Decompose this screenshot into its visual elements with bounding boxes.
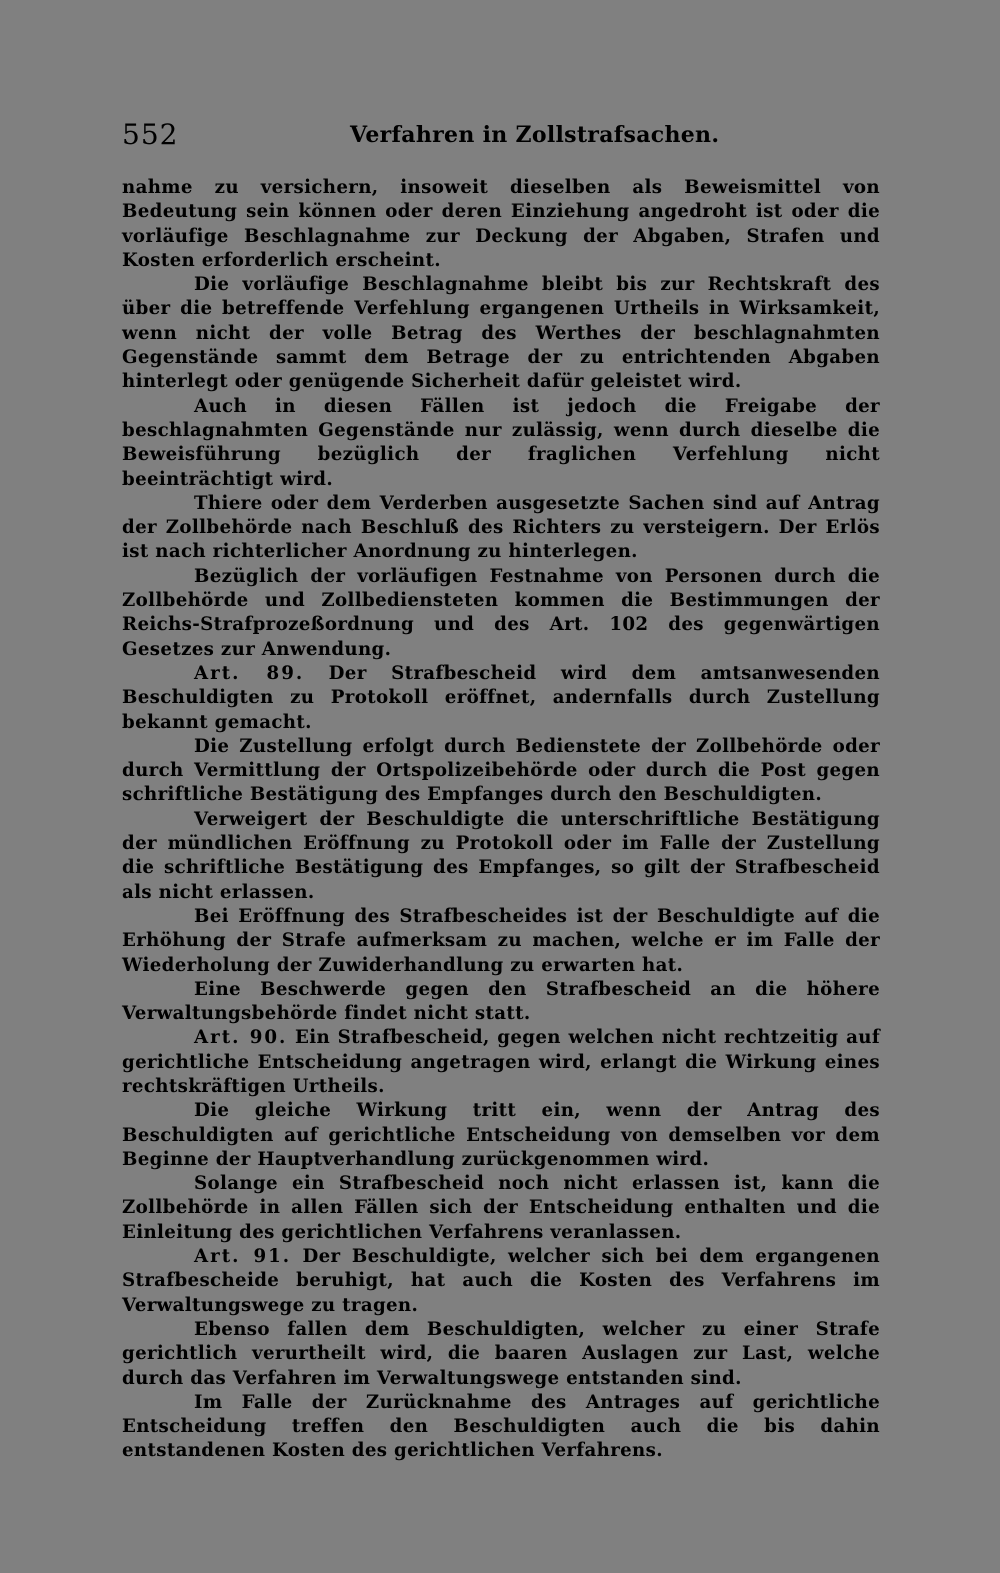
paragraph-text: Ebenso fallen dem Beschuldigten, welcher zu einer Strafe gerichtlich verurtheilt wird, die baaren Auslagen zur Last, welche durch das Verfahren im Verwaltungswege entstanden sind. [122,1318,880,1389]
paragraph [122,492,880,565]
paragraph-text: Die vorläufige Beschlagnahme bleibt bis zur Rechtskraft des über die betreffende Verfehlung ergangenen Urtheils in Wirksamkeit, wenn nicht der volle Betrag des Werthes der beschlagnahmten Gegenstände sammt dem Betrage der zu entrichtenden Abgaben hinterlegt oder genügende Sicherheit dafür geleistet wird. [122,274,880,393]
article-label: Art. 90. [194,1027,288,1049]
document-body [122,176,880,1464]
paragraph-text: Bei Eröffnung des Strafbescheides ist der Beschuldigte auf die Erhöhung der Strafe aufmerksam zu machen, welche er im Falle der Wiederholung der Zuwiderhandlung zu erwarten hat. [122,905,880,976]
paragraph [122,808,880,905]
document-page [122,118,880,1464]
paragraph-text: Der Strafbescheid wird dem amtsanwesenden Beschuldigten zu Protokoll eröffnet, andernfalls durch Zustellung bekannt gemacht. [122,662,880,733]
paragraph-text: Auch in diesen Fällen ist jedoch die Freigabe der beschlagnahmten Gegenstände nur zulässig, wenn durch dieselbe die Beweisführung bezüglich der fraglichen Verfehlung nicht beeinträchtigt wird. [122,395,880,490]
paragraph-text: Eine Beschwerde gegen den Strafbescheid an die höhere Verwaltungsbehörde findet nicht statt. [122,978,880,1025]
page-number: 552 [122,118,179,151]
paragraph [122,273,880,394]
paragraph [122,735,880,808]
paragraph-text: Der Beschuldigte, welcher sich bei dem ergangenen Strafbescheide beruhigt, hat auch die Kosten des Verfahrens im Verwaltungswege zu tragen. [122,1246,880,1316]
paragraph-text: Thiere oder dem Verderben ausgesetzte Sachen sind auf Antrag der Zollbehörde nach Beschluß des Richters zu versteigern. Der Erlös ist nach richterlicher Anordnung zu hinterlegen. [122,492,880,563]
paragraph-text: Im Falle der Zurücknahme des Antrages auf gerichtliche Entscheidung treffen den Beschuldigten auch die bis dahin entstandenen Kosten des gerichtlichen Verfahrens. [122,1391,880,1462]
paragraph [122,1391,880,1464]
article-label: Art. 91. [194,1246,292,1268]
paragraph-text: nahme zu versichern, insoweit dieselben als Beweismittel von Bedeutung sein können oder deren Einziehung angedroht ist oder die vorläufige Beschlagnahme zur Deckung der Abgaben, Strafen und Kosten erforderlich erscheint. [122,177,880,271]
article-label: Art. 89. [194,662,305,684]
paragraph [122,1099,880,1172]
paragraph [122,978,880,1027]
paragraph [122,1245,880,1318]
paragraph-text: Die gleiche Wirkung tritt ein, wenn der Antrag des Beschuldigten auf gerichtliche Entscheidung von demselben vor dem Beginne der Hauptverhandlung zurückgenommen wird. [122,1100,880,1170]
paragraph-text: Ein Strafbescheid, gegen welchen nicht rechtzeitig auf gerichtliche Entscheidung angetragen wird, erlangt die Wirkung eines rechtskräftigen Urtheils. [122,1027,881,1097]
paragraph [122,1026,880,1099]
paragraph-text: Solange ein Strafbescheid noch nicht erlassen ist, kann die Zollbehörde in allen Fällen sich der Entscheidung enthalten und die Einleitung des gerichtlichen Verfahrens veranlassen. [122,1173,880,1243]
paragraph-text: Die Zustellung erfolgt durch Bedienstete der Zollbehörde oder durch Vermittlung der Ortspolizeibehörde oder durch die Post gegen schriftliche Bestätigung des Empfanges durch den Beschuldigten. [122,735,880,806]
paragraph [122,905,880,978]
page-header [122,118,880,158]
paragraph [122,565,880,662]
paragraph-text: Bezüglich der vorläufigen Festnahme von Personen durch die Zollbehörde und Zollbediensteten kommen die Bestimmungen der Reichs-Strafprozeßordnung und des Art. 102 des gegenwärtigen Gesetzes zur Anwendung. [122,565,880,660]
paragraph [122,176,880,273]
paragraph-text: Verweigert der Beschuldigte die unterschriftliche Bestätigung der mündlichen Eröffnung zu Protokoll oder im Falle der Zustellung die schriftliche Bestätigung des Empfanges, so gilt der Strafbescheid als nicht erlassen. [122,808,880,903]
paragraph [122,395,880,492]
paragraph [122,1172,880,1245]
paragraph [122,662,880,735]
paragraph [122,1318,880,1391]
running-head: Verfahren in Zollstrafsachen. [350,122,720,148]
